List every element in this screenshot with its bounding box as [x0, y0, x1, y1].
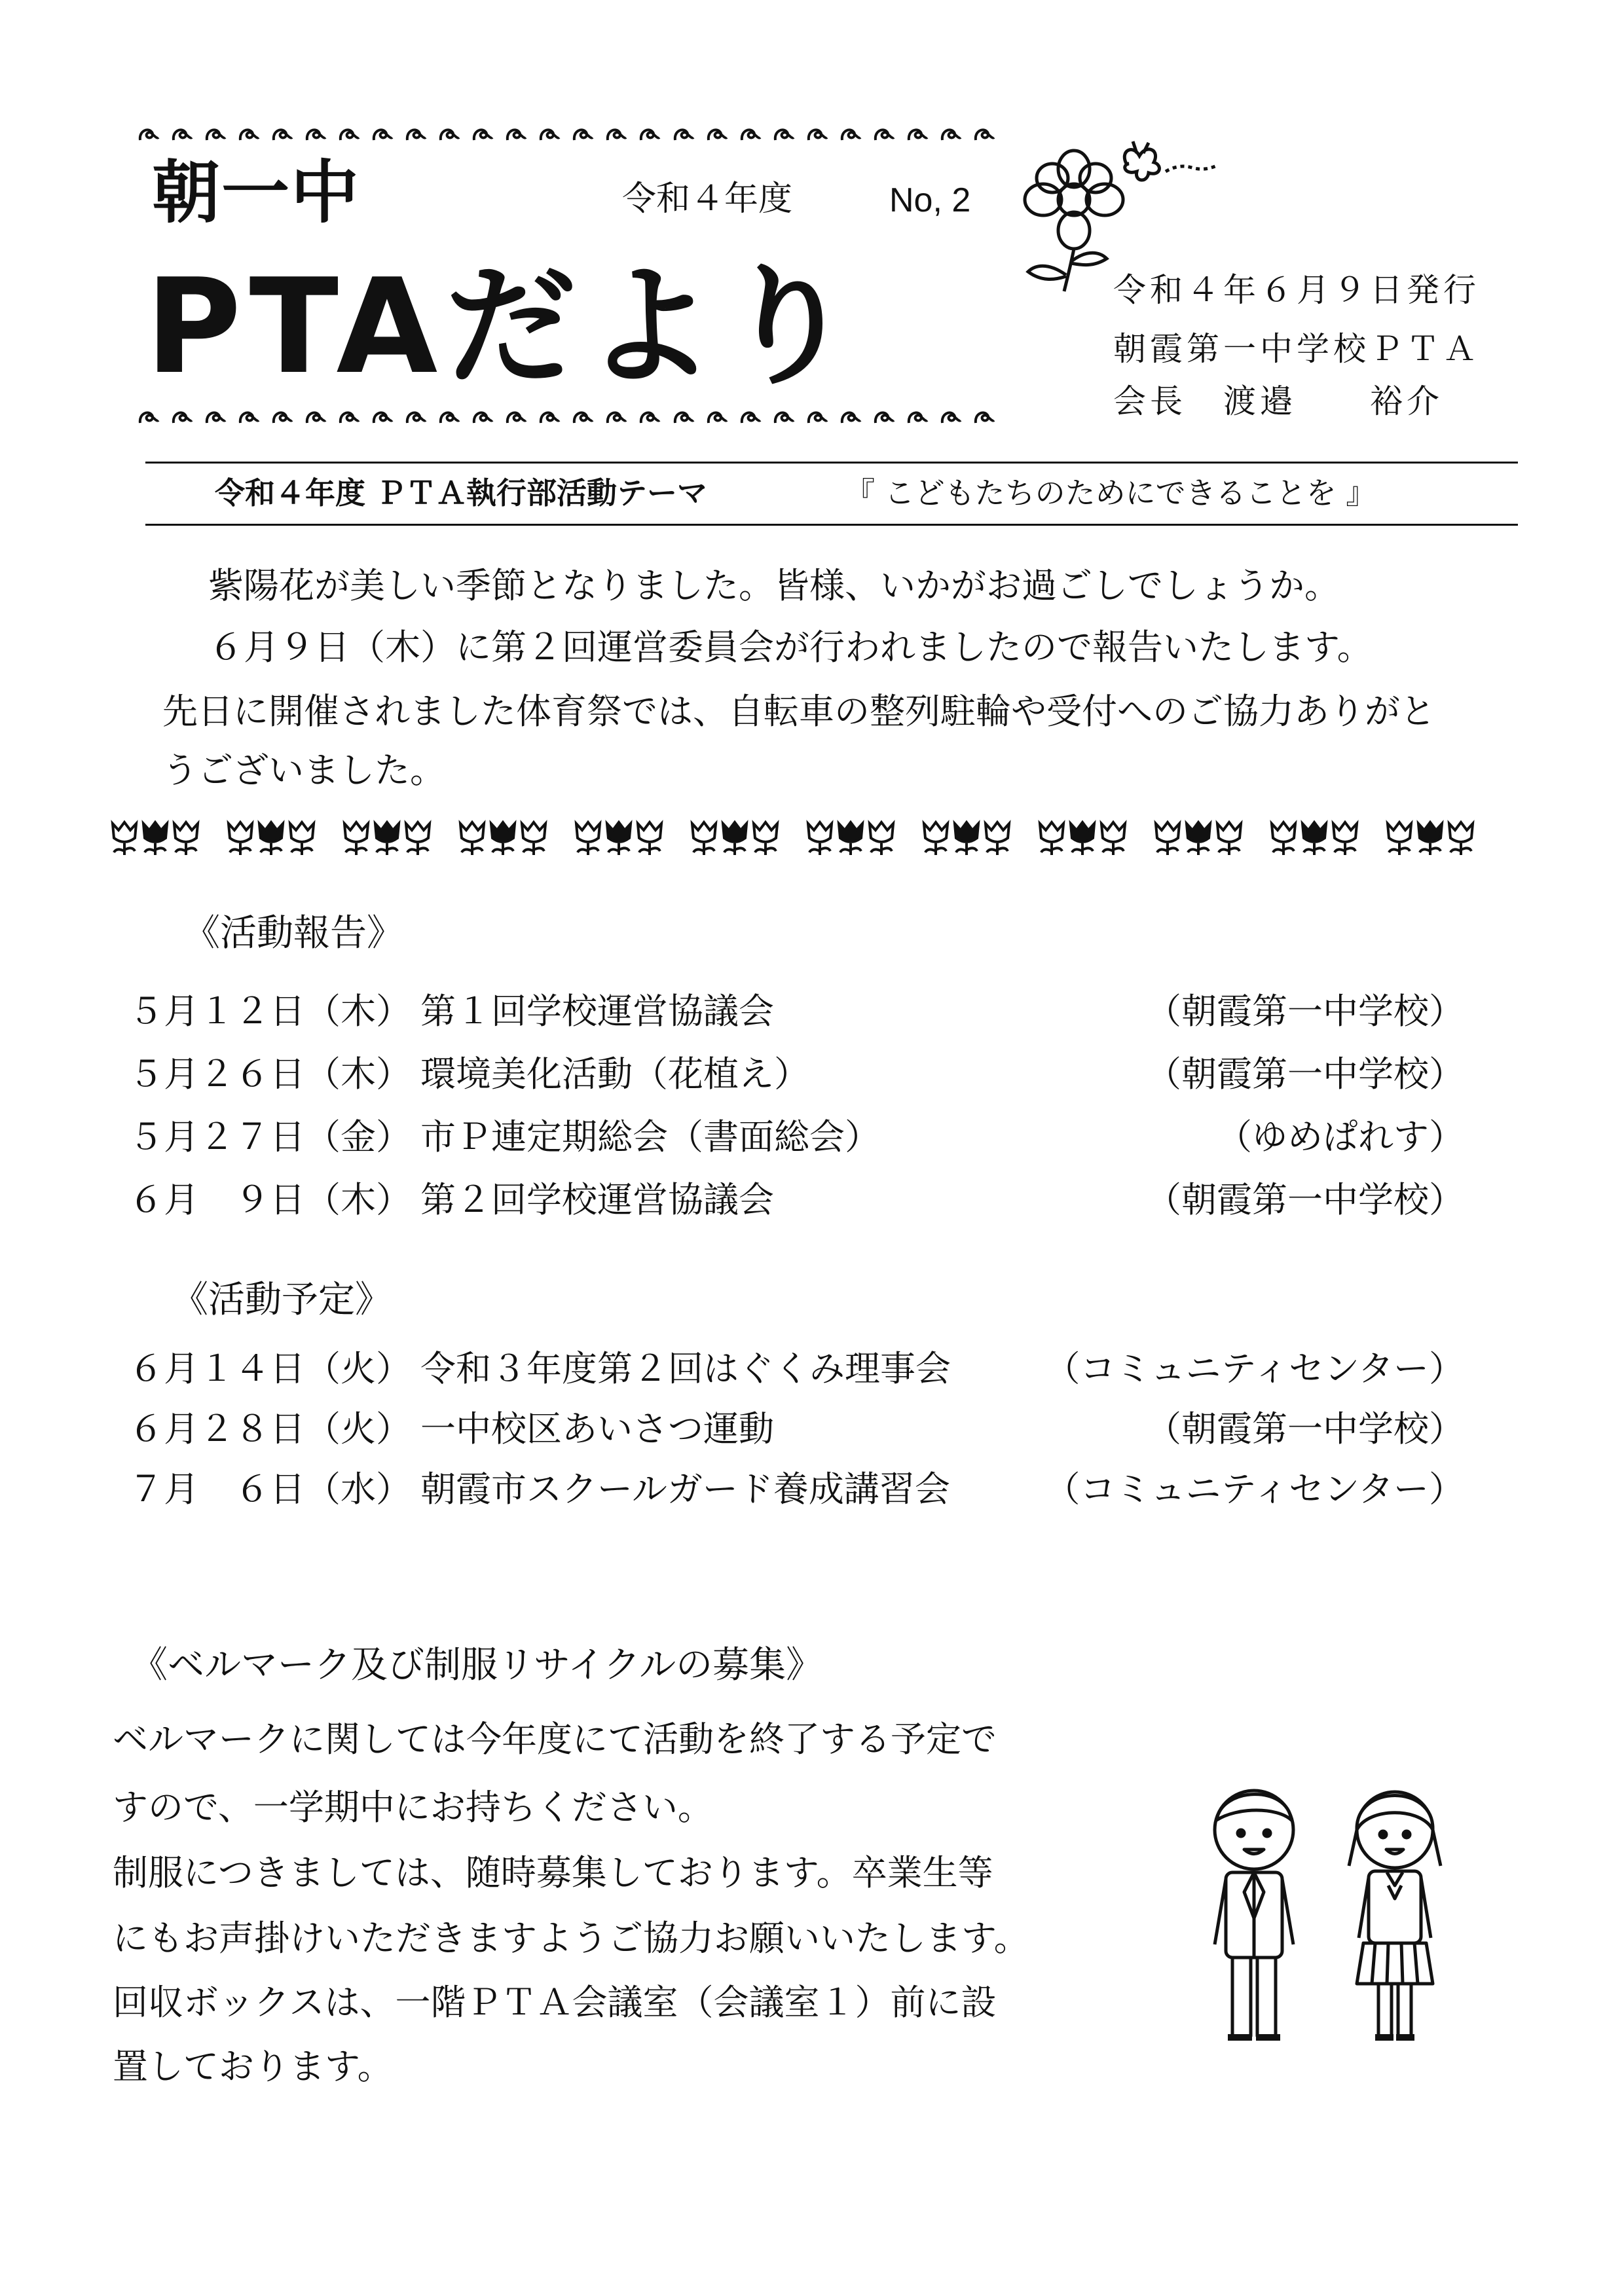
curl-ornament [973, 407, 995, 427]
tulip-ornament [1269, 818, 1359, 858]
president-name: 会長 渡邉 裕介 [1113, 382, 1443, 420]
curl-ornament [238, 124, 260, 144]
bottom-curl-border [138, 407, 995, 428]
curl-ornament [138, 407, 160, 427]
curl-ornament [471, 407, 494, 427]
issue-number: No, 2 [889, 181, 971, 219]
theme-label: 令和４年度 ＰＴＡ執行部活動テーマ [215, 475, 708, 511]
curl-ornament [138, 124, 160, 144]
intro-line-3: 先日に開催されました体育祭では、自転車の整列駐輪や受付へのご協力ありがと [162, 691, 1435, 732]
school-short-name: 朝一中 [152, 153, 361, 232]
curl-ornament [204, 124, 227, 144]
curl-ornament [706, 124, 728, 144]
curl-ornament [405, 407, 427, 427]
tulip-ornament [1037, 818, 1128, 858]
recycle-heading: 《ベルマーク及び制服リサイクルの募集》 [131, 1644, 823, 1686]
curl-ornament [773, 124, 795, 144]
recycle-line-1: ベルマークに関しては今年度にて活動を終了する予定で [113, 1719, 997, 1760]
schedule-row [128, 991, 1464, 1046]
curl-ornament [438, 124, 460, 144]
schedule-date: ６月１４日（火） [128, 1348, 411, 1389]
theme-text: 『 こどもたちのためにできることを 』 [845, 475, 1376, 511]
fiscal-year: 令和４年度 [622, 179, 793, 219]
schedule-place: （コミュニティセンター） [1044, 1468, 1464, 1510]
schedule-date: ６月 ９日（木） [128, 1179, 411, 1220]
schedule-place: （ゆめぱれす） [1217, 1116, 1464, 1157]
schedule-date: ６月２８日（火） [128, 1408, 411, 1449]
curl-ornament [204, 407, 227, 427]
curl-ornament [739, 407, 762, 427]
curl-ornament [338, 124, 360, 144]
curl-ornament [973, 124, 995, 144]
schedule-place: （朝霞第一中学校） [1146, 1408, 1464, 1449]
schedule-row [128, 1116, 1464, 1172]
curl-ornament [605, 407, 627, 427]
tulip-ornament [574, 818, 664, 858]
tulip-ornament [1385, 818, 1475, 858]
schedule-event: 第２回学校運営協議会 [420, 1179, 774, 1220]
schedule-event: 朝霞市スクールガード養成講習会 [420, 1468, 950, 1510]
tulip-border [110, 818, 1475, 859]
curl-ornament [940, 407, 962, 427]
tulip-ornament [1153, 818, 1244, 858]
newsletter-title: PTAだより [145, 251, 862, 403]
tulip-ornament [458, 818, 548, 858]
schedule-row [128, 1468, 1464, 1524]
recycle-line-4: にもお声掛けいただきますようご協力お願いいたします。 [113, 1918, 1029, 1959]
curl-ornament [673, 407, 695, 427]
curl-ornament [371, 407, 394, 427]
tulip-ornament [342, 818, 432, 858]
curl-ornament [171, 407, 193, 427]
schedule-date: ５月２７日（金） [128, 1116, 411, 1157]
curl-ornament [238, 407, 260, 427]
schedule-place: （朝霞第一中学校） [1146, 1179, 1464, 1220]
curl-ornament [371, 124, 394, 144]
tulip-ornament [921, 818, 1012, 858]
schedule-place: （コミュニティセンター） [1044, 1348, 1464, 1389]
curl-ornament [171, 124, 193, 144]
schedule-date: ５月２６日（木） [128, 1053, 411, 1095]
curl-ornament [338, 407, 360, 427]
students-illustration [1192, 1768, 1467, 2056]
curl-ornament [304, 407, 327, 427]
theme-top-rule [145, 462, 1518, 464]
recycle-line-3: 制服につきましては、随時募集しております。卒業生等 [113, 1852, 993, 1893]
curl-ornament [538, 124, 561, 144]
schedule-event: 第１回学校運営協議会 [420, 991, 774, 1032]
tulip-ornament [805, 818, 896, 858]
activity-plan-heading: 《活動予定》 [172, 1279, 392, 1321]
curl-ornament [471, 124, 494, 144]
curl-ornament [271, 124, 293, 144]
issue-date: 令和４年６月９日発行 [1113, 271, 1480, 309]
curl-ornament [505, 124, 527, 144]
curl-ornament [505, 407, 527, 427]
curl-ornament [906, 124, 929, 144]
curl-ornament [304, 124, 327, 144]
schedule-place: （朝霞第一中学校） [1146, 991, 1464, 1032]
curl-ornament [638, 407, 661, 427]
curl-ornament [906, 407, 929, 427]
curl-ornament [806, 124, 828, 144]
recycle-line-2: すので、一学期中にお持ちください。 [113, 1787, 713, 1828]
schedule-row [128, 1179, 1464, 1235]
curl-ornament [873, 124, 895, 144]
curl-ornament [840, 407, 862, 427]
publisher: 朝霞第一中学校ＰＴＡ [1113, 330, 1480, 368]
schedule-event: 一中校区あいさつ運動 [420, 1408, 774, 1449]
schedule-row [128, 1053, 1464, 1109]
curl-ornament [706, 407, 728, 427]
schedule-event: 環境美化活動（花植え） [420, 1053, 809, 1095]
curl-ornament [840, 124, 862, 144]
schedule-row [128, 1408, 1464, 1464]
curl-ornament [572, 124, 594, 144]
schedule-date: ５月１２日（木） [128, 991, 411, 1032]
schedule-date: ７月 ６日（水） [128, 1468, 411, 1510]
curl-ornament [538, 407, 561, 427]
recycle-line-6: 置しております。 [113, 2046, 393, 2087]
tulip-ornament [110, 818, 200, 858]
activity-report-heading: 《活動報告》 [183, 912, 403, 955]
curl-ornament [638, 124, 661, 144]
curl-ornament [572, 407, 594, 427]
curl-ornament [873, 407, 895, 427]
schedule-event: 市Ｐ連定期総会（書面総会） [420, 1116, 880, 1157]
theme-bottom-rule [145, 524, 1518, 526]
schedule-event: 令和３年度第２回はぐくみ理事会 [420, 1348, 951, 1389]
curl-ornament [806, 407, 828, 427]
curl-ornament [405, 124, 427, 144]
tulip-ornament [226, 818, 316, 858]
recycle-line-5: 回収ボックスは、一階ＰＴＡ会議室（会議室１）前に設 [113, 1982, 997, 2023]
curl-ornament [739, 124, 762, 144]
curl-ornament [773, 407, 795, 427]
top-curl-border [138, 124, 995, 145]
flower-butterfly-illustration [1008, 124, 1225, 295]
curl-ornament [271, 407, 293, 427]
curl-ornament [940, 124, 962, 144]
intro-line-2: ６月９日（木）に第２回運営委員会が行われましたので報告いたします。 [208, 627, 1373, 668]
curl-ornament [438, 407, 460, 427]
curl-ornament [673, 124, 695, 144]
intro-line-4: うございました。 [162, 750, 445, 791]
schedule-place: （朝霞第一中学校） [1146, 1053, 1464, 1095]
intro-line-1: 紫陽花が美しい季節となりました。皆様、いかがお過ごしでしょうか。 [208, 565, 1340, 606]
curl-ornament [605, 124, 627, 144]
tulip-ornament [690, 818, 780, 858]
schedule-row [128, 1348, 1464, 1404]
